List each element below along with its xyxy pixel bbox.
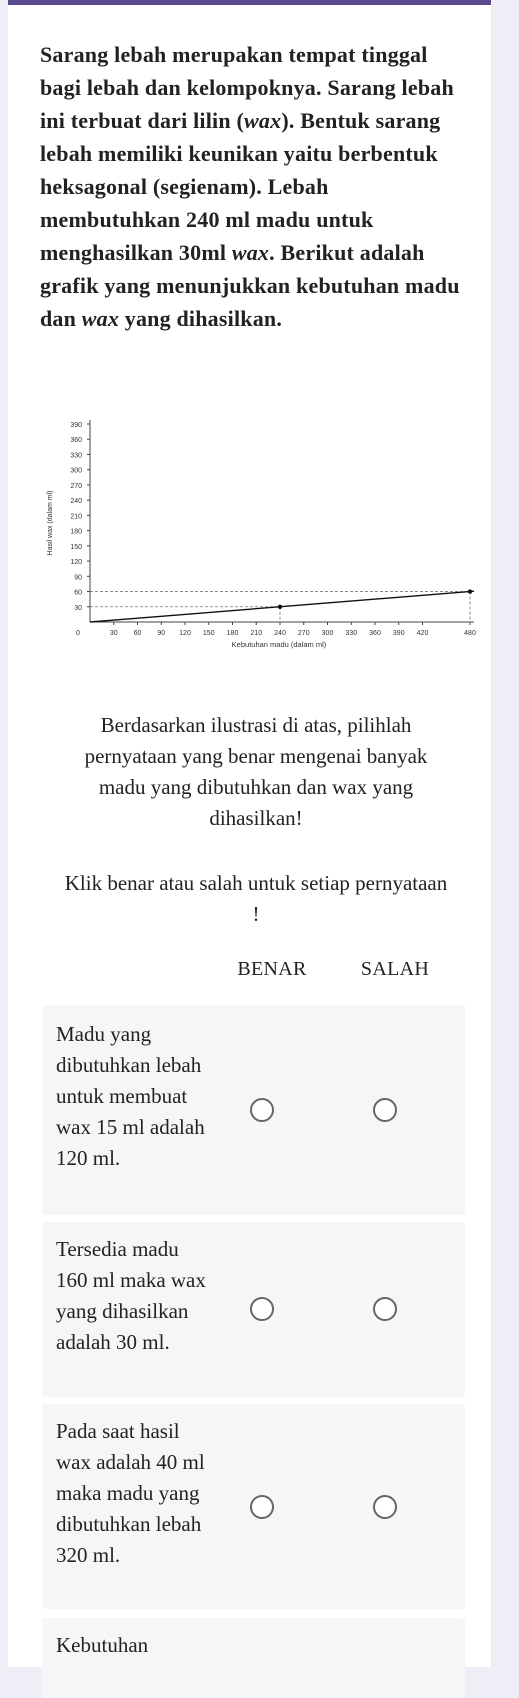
x-tick-label: 420 [416,630,429,637]
y-tick-label: 180 [70,528,82,536]
x-tick-label: 330 [345,630,358,637]
x-tick-label: 240 [274,630,286,637]
y-tick-label: 330 [70,452,82,460]
y-tick-label: 60 [74,589,82,597]
x-tick-label: 90 [157,630,166,637]
y-tick-label: 120 [70,559,82,567]
statement-row-4 [42,1618,465,1698]
intro-text-1: Sarang lebah merupakan tempat tinggal bagi lebah dan kelompoknya. Sarang lebah ini terbuat dari lilin ( [40,42,454,133]
statement-text: Tersedia madu 160 ml maka wax yang dihasilkan adalah 30 ml. [56,1237,206,1354]
question-instruction: Klik benar atau salah untuk setiap pernyataan ! [64,871,448,926]
y-tick-label: 150 [70,543,82,551]
y-tick-label: 270 [70,482,82,490]
radio-benar[interactable] [250,1495,274,1519]
y-tick-label: 300 [70,467,82,475]
statement-row-2 [42,1222,465,1397]
intro-text-3: . Berikut adalah grafik yang menunjukkan kebutuhan madu dan [40,240,460,331]
x-tick-label: 60 [133,630,142,637]
statement-row-3 [42,1404,465,1609]
x-tick-label: 0 [76,630,80,637]
data-point [278,605,282,609]
x-axis-title: Kebutuhan madu (dalam ml) [231,640,327,649]
x-tick-label: 180 [226,630,239,637]
x-tick-label: 300 [321,630,334,637]
question-prompt: Berdasarkan ilustrasi di atas, pilihlah pernyataan yang benar mengenai banyak madu yang dibutuhkan dan wax yang dihasilkan! [84,713,428,830]
top-accent-bar [8,0,491,5]
x-tick-label: 210 [250,630,263,637]
x-tick-label: 270 [297,630,310,637]
x-tick-label: 120 [179,630,191,637]
y-tick-label: 390 [70,422,82,429]
statement-text: Kebutuhan [56,1633,149,1657]
intro-wax-1: wax [244,108,282,133]
y-tick-label: 210 [70,513,82,521]
x-tick-label: 390 [392,630,405,637]
y-axis-title: Hasil wax (dalam ml) [47,490,54,556]
x-tick-label: 30 [109,630,118,637]
honey-wax-chart [38,412,474,680]
radio-salah[interactable] [373,1098,397,1122]
radio-salah[interactable] [373,1297,397,1321]
x-tick-label: 480 [464,630,476,637]
statement-row-1 [42,1005,465,1215]
intro-text-2: ). Bentuk sarang lebah memiliki keunikan yaitu berbentuk heksagonal (segienam). Lebah membutuhkan 240 ml madu untuk menghasilkan 30ml [40,108,441,265]
y-tick-label: 90 [74,574,82,582]
intro-paragraph [40,38,470,335]
y-tick-label: 240 [70,498,82,506]
statement-text: Madu yang dibutuhkan lebah untuk membuat wax 15 ml adalah 120 ml. [56,1022,205,1170]
statement-text: Pada saat hasil wax adalah 40 ml maka madu yang dibutuhkan lebah 320 ml. [56,1419,205,1567]
column-header-benar: BENAR [237,958,307,980]
y-tick-label: 360 [70,437,82,445]
radio-benar[interactable] [250,1098,274,1122]
data-point [468,589,472,593]
x-tick-label: 150 [202,630,215,637]
x-tick-label: 360 [369,630,381,637]
question-card [8,0,491,1667]
radio-salah[interactable] [373,1495,397,1519]
y-tick-label: 30 [74,604,82,612]
intro-text-4: yang dihasilkan. [119,306,283,331]
column-header-salah: SALAH [360,958,430,980]
radio-benar[interactable] [250,1297,274,1321]
intro-wax-2: wax [231,240,270,265]
intro-wax-3: wax [81,306,120,331]
